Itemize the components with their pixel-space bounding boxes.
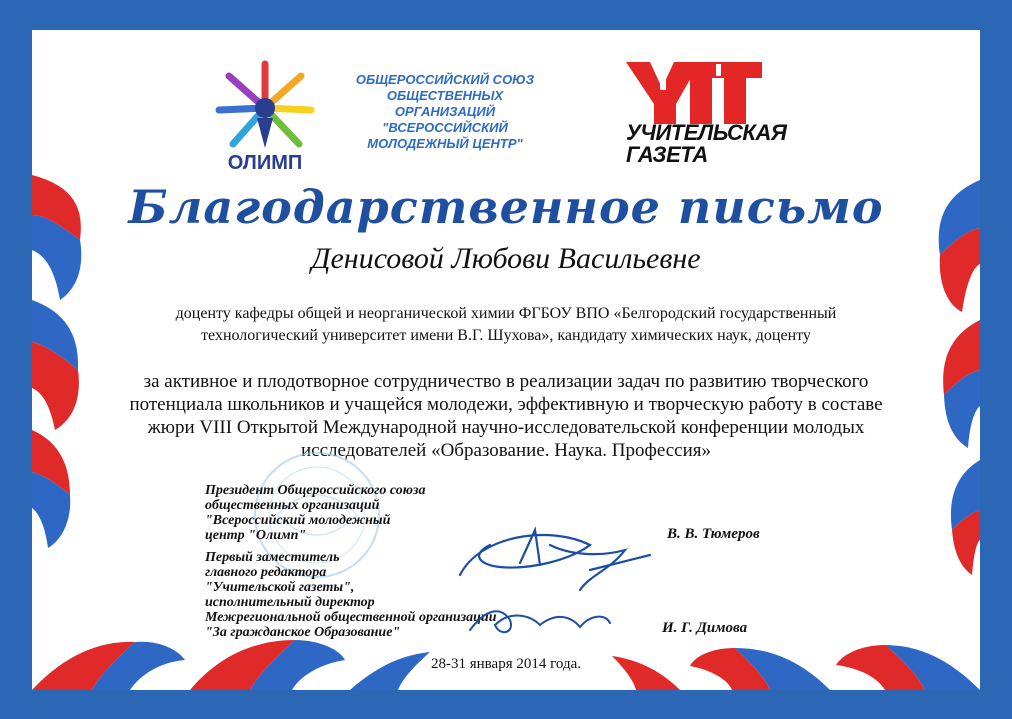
olimp-wordmark: ОЛИМП bbox=[227, 152, 303, 174]
position-line: технологический университет имени В.Г. Шухова», кандидату химических наук, доценту bbox=[201, 327, 811, 344]
uchitelskaya-gazeta-logo bbox=[612, 58, 787, 168]
handwritten-signatures bbox=[440, 515, 670, 645]
signatory-title-line: центр "Олимп" bbox=[205, 528, 307, 543]
recipient-position bbox=[110, 303, 902, 347]
signatory-title-line: главного редактора bbox=[205, 565, 327, 580]
reason-line: потенциала школьников и учащейся молодежи, эффективную и творческую работу в составе bbox=[129, 394, 883, 415]
ug-wordmark-line1: УЧИТЕЛЬСКАЯ bbox=[626, 120, 787, 145]
signatory-title-line: Межрегиональной общественной организации bbox=[205, 610, 497, 625]
recipient-name: Денисовой Любови Васильевне bbox=[311, 242, 701, 275]
signatory-title-line: "За гражданское Образование" bbox=[205, 625, 401, 640]
signatory-title-1 bbox=[205, 483, 475, 543]
signatory-title-line: исполнительный директор bbox=[205, 595, 375, 610]
olimp-logo bbox=[215, 58, 315, 178]
organization-line: ОРГАНИЗАЦИЙ bbox=[394, 104, 496, 119]
people-star-logo-icon bbox=[215, 58, 315, 152]
signatory-title-line: "Всероссийский молодежный bbox=[205, 513, 391, 528]
signatory-title-line: Первый заместитель bbox=[205, 550, 340, 565]
document-title: Благодарственное письмо bbox=[128, 180, 884, 234]
organization-name bbox=[340, 72, 550, 152]
gratitude-reason bbox=[95, 370, 917, 462]
ug-monogram-icon bbox=[612, 58, 782, 126]
reason-line: жюри VIII Открытой Международной научно-исследовательской конференции молодых bbox=[147, 417, 865, 438]
position-line: доценту кафедры общей и неорганической химии ФГБОУ ВПО «Белгородский государственный bbox=[175, 305, 837, 322]
ug-wordmark-line2: ГАЗЕТА bbox=[626, 142, 708, 167]
organization-line: ОБЩЕСТВЕННЫХ bbox=[386, 88, 504, 103]
signatory-title-line: "Учительской газеты", bbox=[205, 580, 355, 595]
event-date: 28-31 января 2014 года. bbox=[431, 656, 581, 672]
signatory-title-line: Президент Общероссийского союза bbox=[205, 483, 426, 498]
organization-line: "ВСЕРОССИЙСКИЙ bbox=[382, 120, 508, 135]
signatory-name-1: В. В. Тюмеров bbox=[667, 526, 760, 542]
organization-line: МОЛОДЕЖНЫЙ ЦЕНТР" bbox=[367, 136, 523, 151]
reason-line: за активное и плодотворное сотрудничество в реализации задач по развитию творческого bbox=[143, 371, 869, 392]
signatory-title-line: общественных организаций bbox=[205, 498, 380, 513]
reason-line: исследователей «Образование. Наука. Профессия» bbox=[300, 440, 711, 461]
organization-line: ОБЩЕРОССИЙСКИЙ СОЮЗ bbox=[355, 72, 535, 87]
signatory-name-2: И. Г. Димова bbox=[662, 620, 748, 636]
